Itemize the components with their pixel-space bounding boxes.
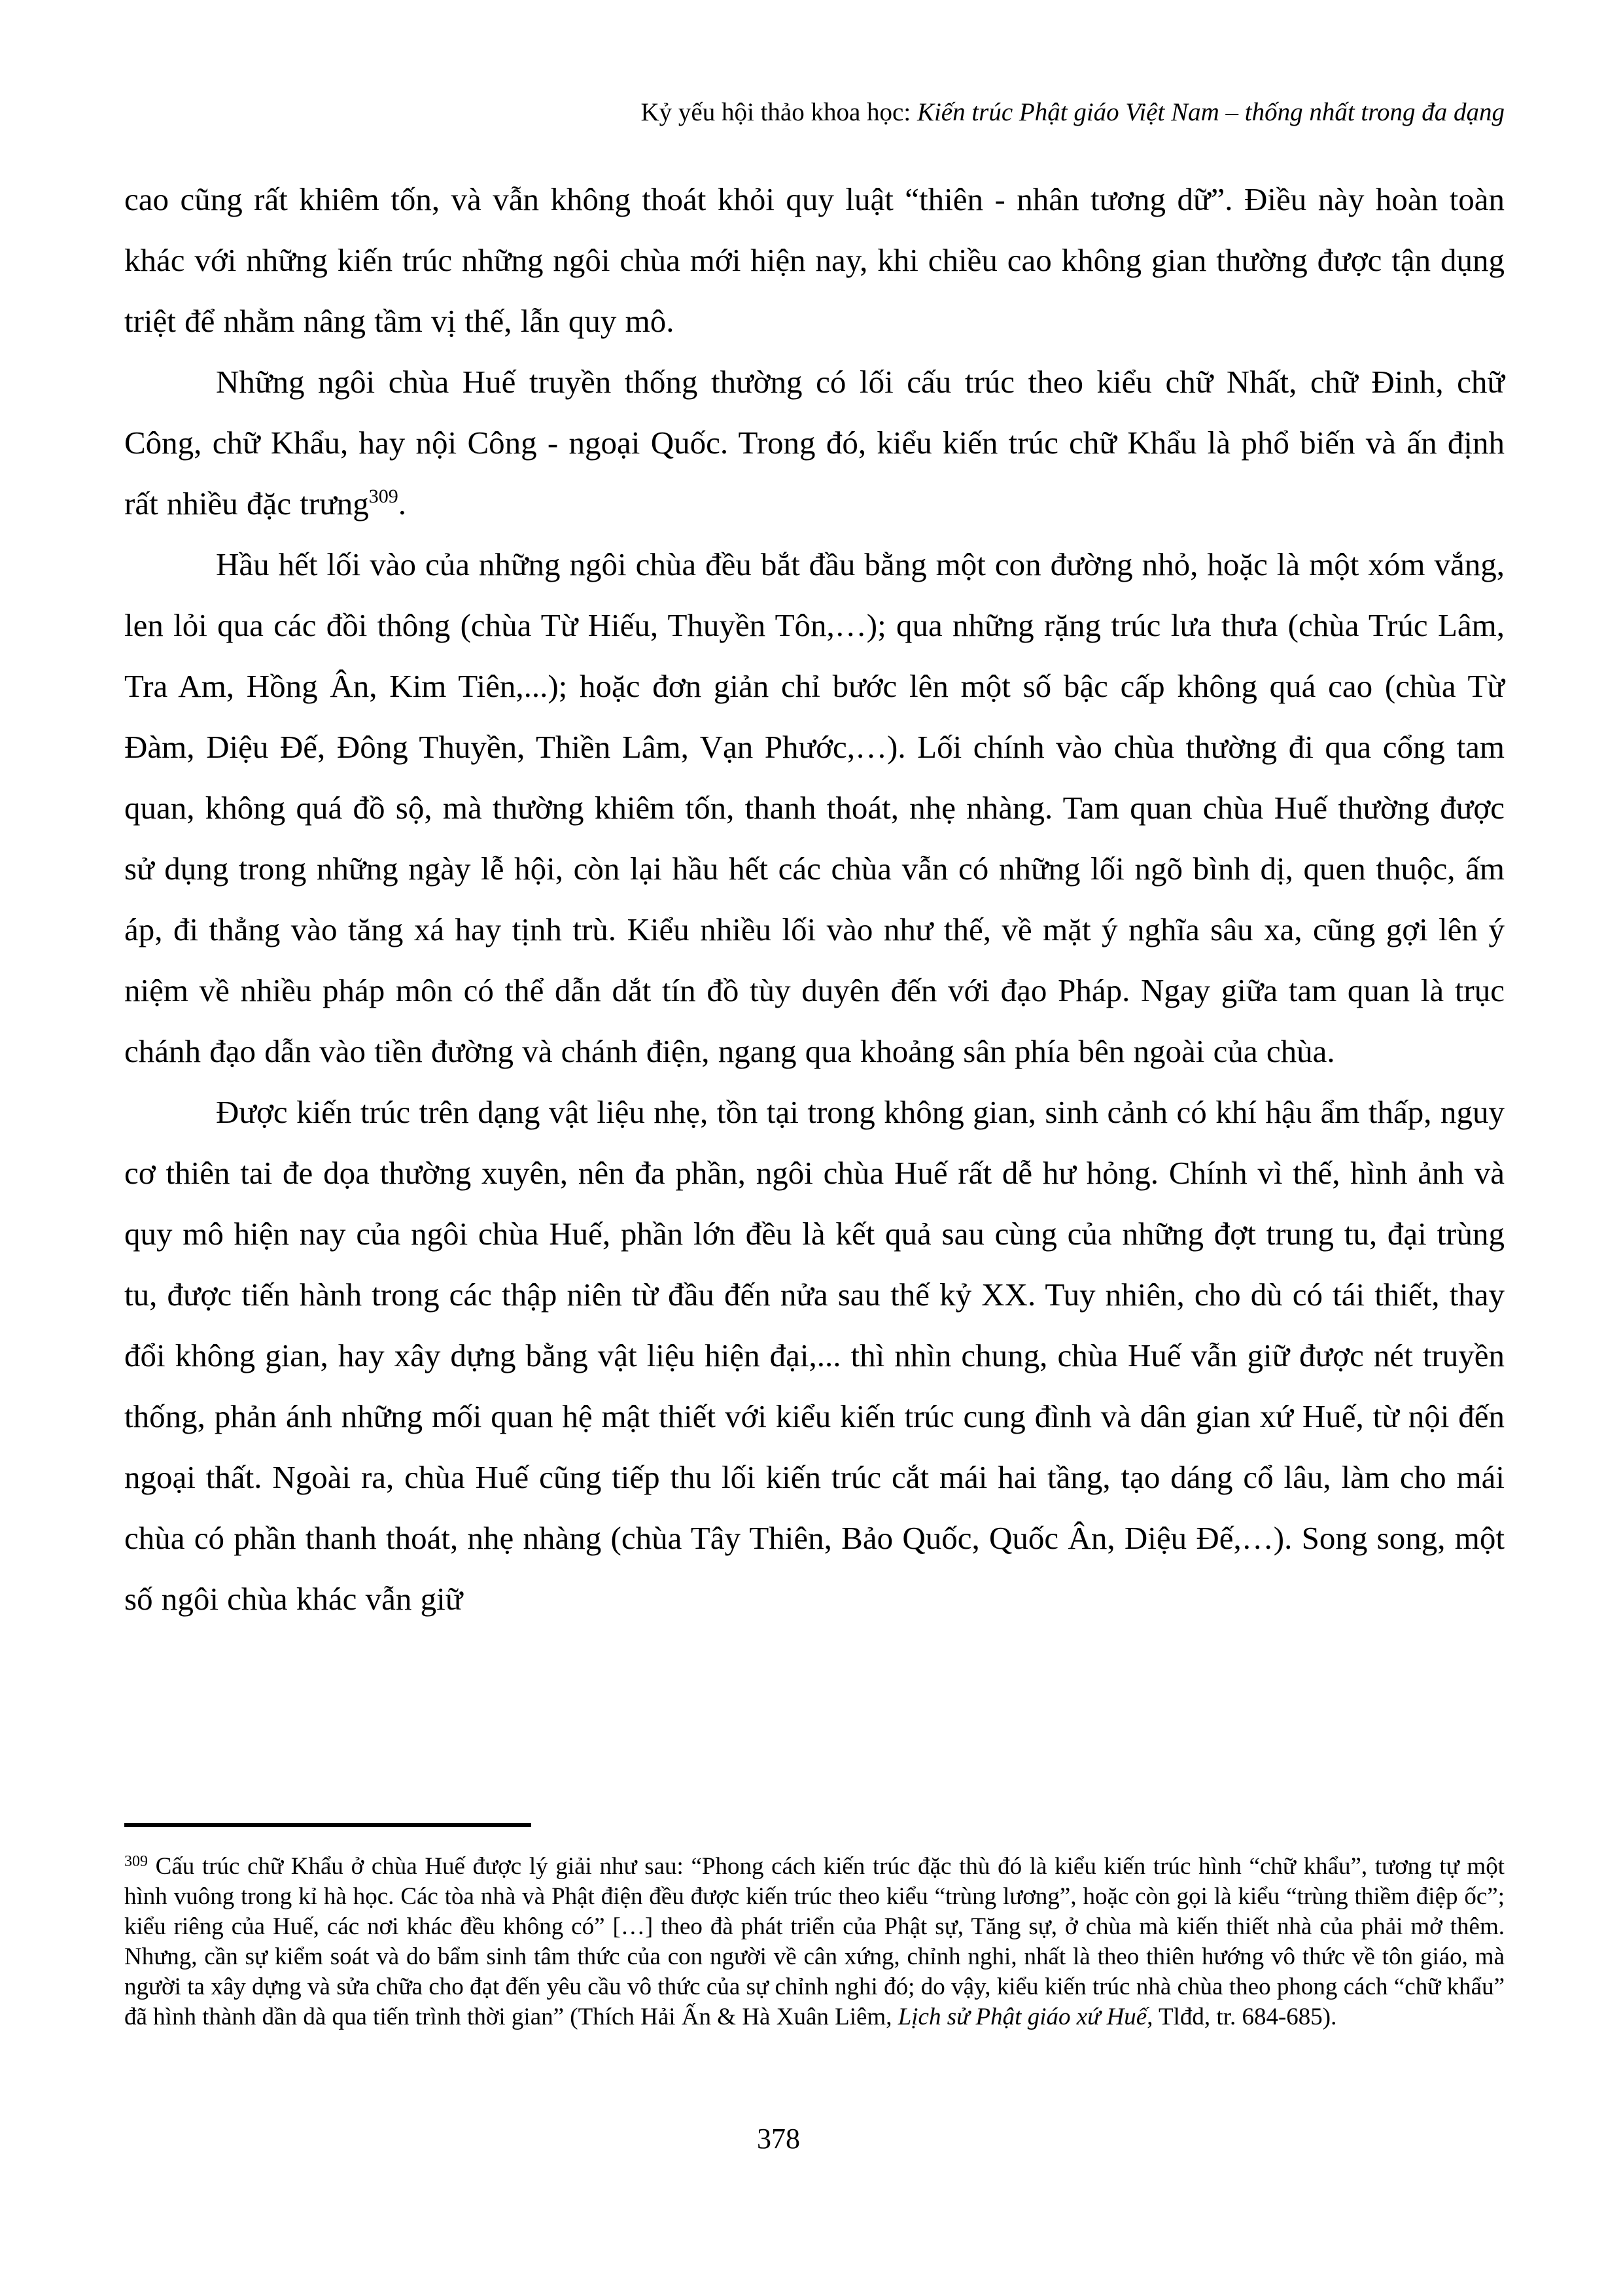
footnote-area	[124, 1823, 1505, 2032]
header-label: Kỷ yếu hội thảo khoa học:	[640, 98, 917, 126]
running-header	[124, 97, 1505, 128]
paragraph-2	[124, 351, 1505, 534]
footnote-marker: 309	[124, 1853, 148, 1870]
page-number: 378	[757, 2123, 800, 2155]
paragraph-3: Hầu hết lối vào của những ngôi chùa đều bắt đầu bằng một con đường nhỏ, hoặc là một xóm vắng, len lỏi qua các đồi thông (chùa Từ Hiếu, Thuyền Tôn,…); qua những rặng trúc lưa thưa (chùa Trúc Lâm, Tra Am, Hồng Ân, Kim Tiên,...); hoặc đơn giản chỉ bước lên một số bậc cấp không quá cao (chùa Từ Đàm, Diệu Đế, Đông Thuyền, Thiền Lâm, Vạn Phước,…). Lối chính vào chùa thường đi qua cổng tam quan, không quá đồ sộ, mà thường khiêm tốn, thanh thoát, nhẹ nhàng. Tam quan chùa Huế thường được sử dụng trong những ngày lễ hội, còn lại hầu hết các chùa vẫn có những lối ngõ bình dị, quen thuộc, ấm áp, đi thẳng vào tăng xá hay tịnh trù. Kiểu nhiều lối vào như thế, về mặt ý nghĩa sâu xa, cũng gợi lên ý niệm về nhiều pháp môn có thể dẫn dắt tín đồ tùy duyên đến với đạo Pháp. Ngay giữa tam quan là trục chánh đạo dẫn vào tiền đường và chánh điện, ngang qua khoảng sân phía bên ngoài của chùa.	[124, 546, 1505, 1069]
paragraph-2-period: .	[398, 486, 407, 521]
paragraph-4: Được kiến trúc trên dạng vật liệu nhẹ, tồn tại trong không gian, sinh cảnh có khí hậu ẩm thấp, nguy cơ thiên tai đe dọa thường xuyên, nên đa phần, ngôi chùa Huế rất dễ hư hỏng. Chính vì thế, hình ảnh và quy mô hiện nay của ngôi chùa Huế, phần lớn đều là kết quả sau cùng của những đợt trung tu, đại trùng tu, được tiến hành trong các thập niên từ đầu đến nửa sau thế kỷ XX. Tuy nhiên, cho dù có tái thiết, thay đổi không gian, hay xây dựng bằng vật liệu hiện đại,... thì nhìn chung, chùa Huế vẫn giữ được nét truyền thống, phản ánh những mối quan hệ mật thiết với kiểu kiến trúc cung đình và dân gian xứ Huế, từ nội đến ngoại thất. Ngoài ra, chùa Huế cũng tiếp thu lối kiến trúc cắt mái hai tầng, tạo dáng cổ lâu, làm cho mái chùa có phần thanh thoát, nhẹ nhàng (chùa Tây Thiên, Bảo Quốc, Quốc Ân, Diệu Đế,…). Song song, một số ngôi chùa khác vẫn giữ	[124, 1094, 1505, 1617]
paragraph-2-text: Những ngôi chùa Huế truyền thống thường có lối cấu trúc theo kiểu chữ Nhất, chữ Đinh, chữ Công, chữ Khẩu, hay nội Công - ngoại Quốc. Trong đó, kiểu kiến trúc chữ Khẩu là phổ biến và ấn định rất nhiều đặc trưng	[124, 364, 1505, 521]
footnote-separator-rule	[124, 1823, 531, 1827]
footnote-cited-work-title: Lịch sử Phật giáo xứ Huế	[898, 2004, 1147, 2030]
footnote-citation-tail: , Tlđd, tr. 684-685).	[1147, 2004, 1337, 2030]
footnote-309	[124, 1852, 1505, 2032]
paragraph-1: cao cũng rất khiêm tốn, và vẫn không thoát khỏi quy luật “thiên - nhân tương dữ”. Điều này hoàn toàn khác với những kiến trúc những ngôi chùa mới hiện nay, khi chiều cao không gian thường được tận dụng triệt để nhằm nâng tầm vị thế, lẫn quy mô.	[124, 181, 1505, 339]
body-text	[124, 169, 1505, 1629]
header-proceedings-title: Kiến trúc Phật giáo Việt Nam – thống nhất trong đa dạng	[916, 98, 1505, 126]
footnote-text: Cấu trúc chữ Khẩu ở chùa Huế được lý giải như sau: “Phong cách kiến trúc đặc thù đó là kiểu kiến trúc hình “chữ khẩu”, tương tự một hình vuông trong kỉ hà học. Các tòa nhà và Phật điện đều được kiến trúc theo kiểu “trùng lương”, hoặc còn gọi là kiểu “trùng thiềm điệp ốc”; kiểu riêng của Huế, các nơi khác đều không có” […] theo đà phát triển của Phật sự, Tăng sự, ở chùa mà kiến thiết nhà của phải mở thêm. Nhưng, cần sự kiểm soát và do bẩm sinh tâm thức của con người về cân xứng, chỉnh nghi, nhất là theo thiên hướng vô thức về tôn giáo, mà người ta xây dựng và sửa chữa cho đạt đến yêu cầu vô thức của sự chỉnh nghi đó; do vậy, kiểu kiến trúc nhà chùa theo phong cách “chữ khẩu” đã hình thành dần dà qua tiến trình thời gian” (Thích Hải Ấn & Hà Xuân Liêm,	[124, 1853, 1505, 2030]
footnote-reference-309: 309	[368, 486, 398, 507]
